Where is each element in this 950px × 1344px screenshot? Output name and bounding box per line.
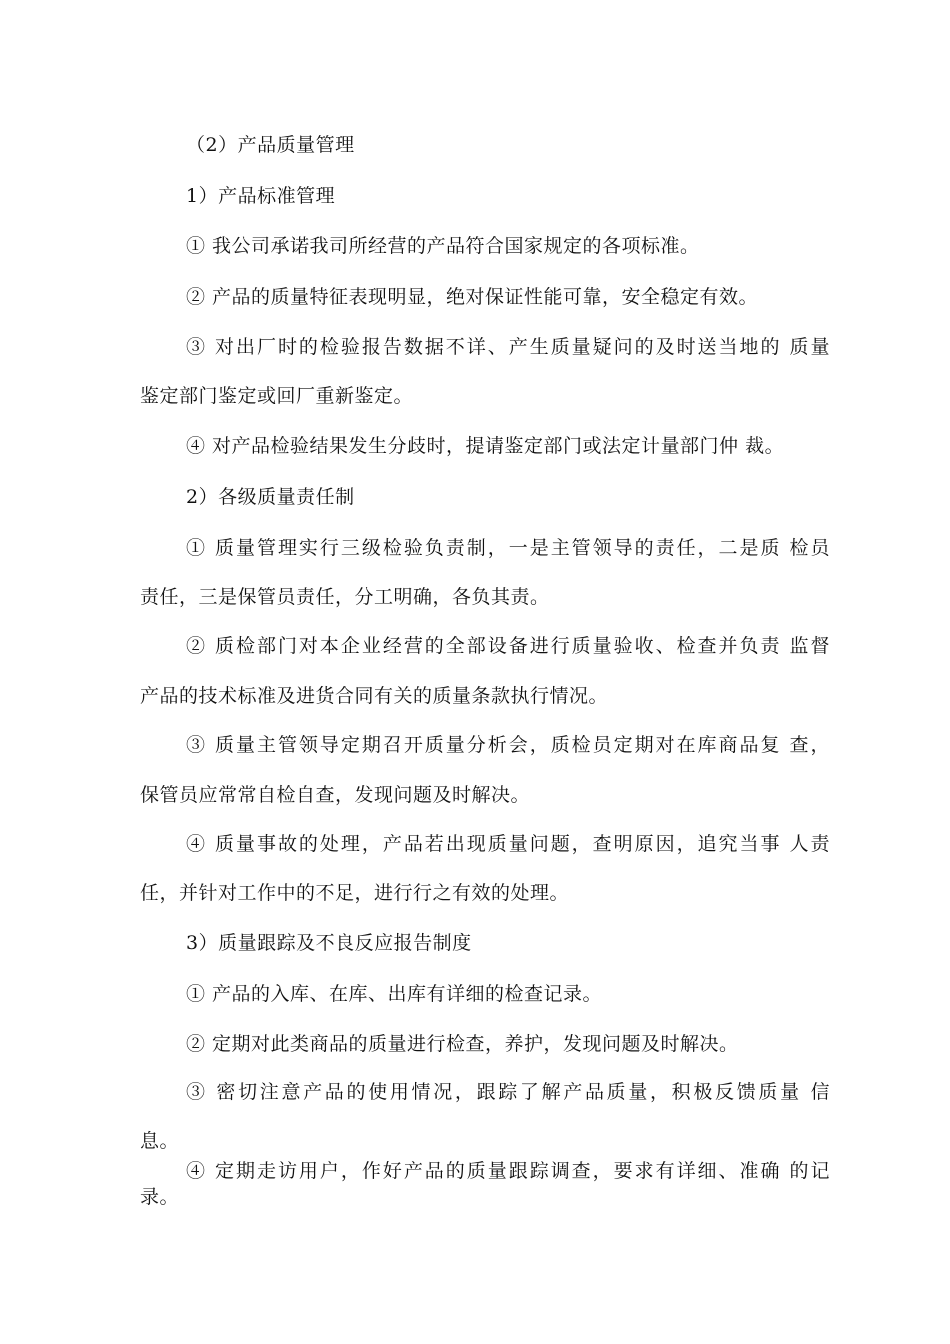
paragraph-line: ④ 对产品检验结果发生分歧时，提请鉴定部门或法定计量部门仲 裁。: [186, 435, 785, 457]
paragraph-line: ③ 对出厂时的检验报告数据不详、产生质量疑问的及时送当地的 质量: [186, 336, 830, 358]
paragraph-line: 任，并针对工作中的不足，进行行之有效的处理。: [140, 882, 570, 904]
subsection-heading: 3）质量跟踪及不良反应报告制度: [186, 932, 472, 954]
paragraph-line: 鉴定部门鉴定或回厂重新鉴定。: [140, 385, 414, 407]
paragraph-line: ① 我公司承诺我司所经营的产品符合国家规定的各项标准。: [186, 235, 700, 257]
paragraph-line: ④ 定期走访用户，作好产品的质量跟踪调查，要求有详细、准确 的记: [186, 1160, 830, 1182]
paragraph-line: ② 质检部门对本企业经营的全部设备进行质量验收、检查并负责 监督: [186, 635, 830, 657]
paragraph-line: ② 产品的质量特征表现明显，绝对保证性能可靠，安全稳定有效。: [186, 286, 759, 308]
paragraph-line: ③ 质量主管领导定期召开质量分析会，质检员定期对在库商品复 查，: [186, 734, 830, 756]
paragraph-line: 责任，三是保管员责任，分工明确，各负其责。: [140, 586, 550, 608]
paragraph-line: 保管员应常常自检自查，发现问题及时解决。: [140, 784, 531, 806]
paragraph-line: ① 产品的入库、在库、出库有详细的检查记录。: [186, 983, 603, 1005]
paragraph-line: ④ 质量事故的处理，产品若出现质量问题，查明原因，追究当事 人责: [186, 833, 830, 855]
section-heading: （2）产品质量管理: [186, 134, 355, 156]
subsection-heading: 1）产品标准管理: [186, 185, 336, 207]
paragraph-line: 录。: [140, 1186, 180, 1208]
paragraph-line: ③ 密切注意产品的使用情况，跟踪了解产品质量，积极反馈质量 信: [186, 1081, 830, 1103]
paragraph-line: 息。: [140, 1130, 180, 1152]
paragraph-line: ① 质量管理实行三级检验负责制，一是主管领导的责任，二是质 检员: [186, 537, 830, 559]
paragraph-line: 产品的技术标准及进货合同有关的质量条款执行情况。: [140, 685, 609, 707]
subsection-heading: 2）各级质量责任制: [186, 486, 355, 508]
paragraph-line: ② 定期对此类商品的质量进行检查，养护，发现问题及时解决。: [186, 1033, 739, 1055]
